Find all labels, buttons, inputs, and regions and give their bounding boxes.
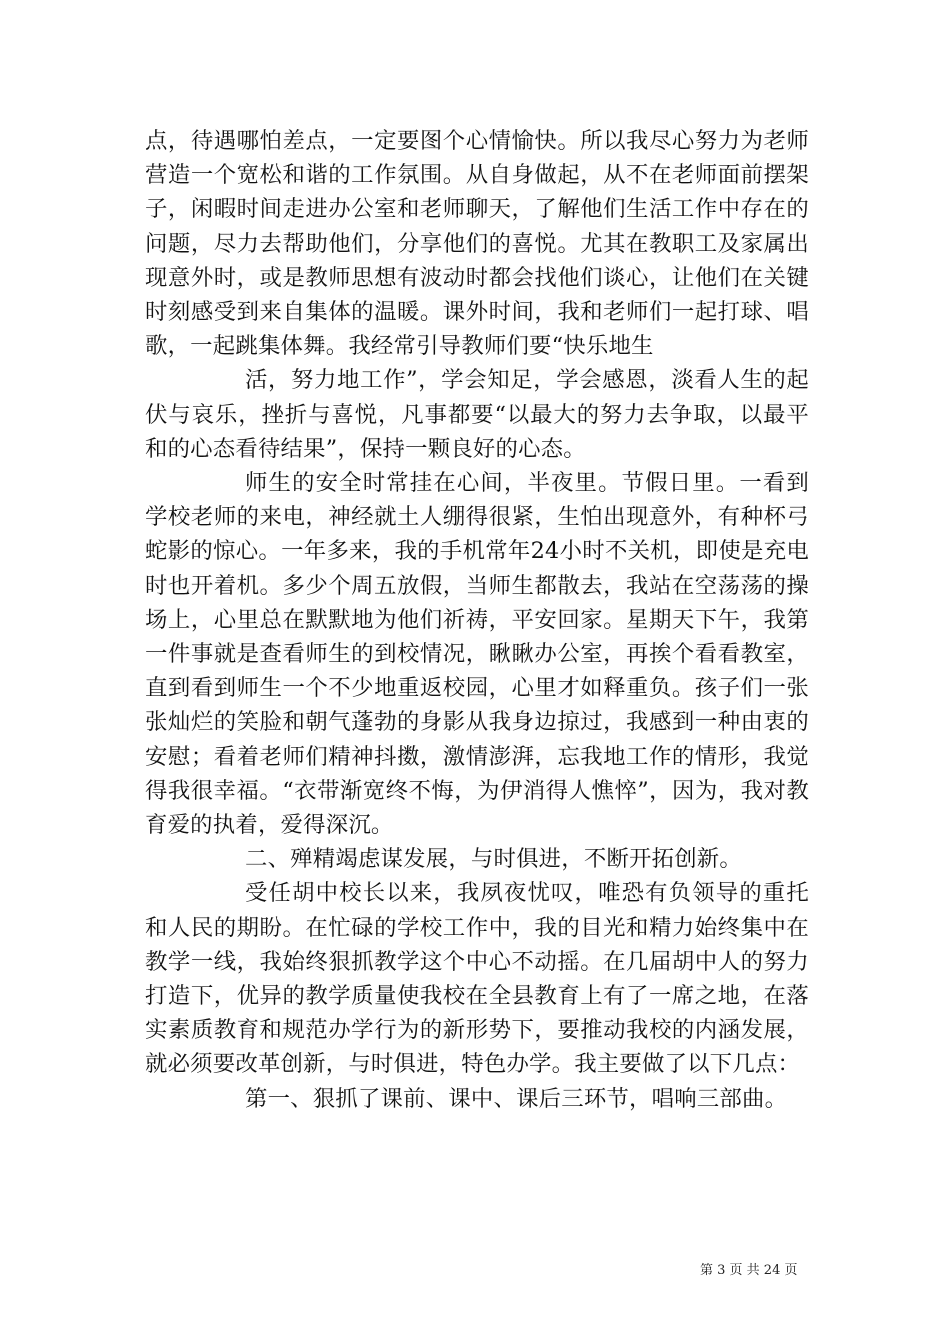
page-number-footer: 第 3 页 共 24 页 [700,1263,798,1278]
body-text [145,124,809,1116]
paragraph-4: 受任胡中校长以来，我夙夜忧叹，唯恐有负领导的重托和人民的期盼。在忙碌的学校工作中，我的目光和精力始终集中在教学一线，我始终狠抓教学这个中心不动摇。在几届胡中人的努力打造下，优异的教学质量使我校在全县教育上有了一席之地，在落实素质教育和规范办学行为的新形势下，要推动我校的内涵发展，就必须要改革创新，与时俱进，特色办学。我主要做了以下几点： [145,880,809,1078]
paragraph-3: 师生的安全时常挂在心间，半夜里。节假日里。一看到学校老师的来电，神经就土人绷得很紧，生怕出现意外，有种杯弓蛇影的惊心。一年多来，我的手机常年24小时不关机，即使是充电时也开着机。多少个周五放假，当师生都散去，我站在空荡荡的操场上，心里总在默默地为他们祈祷，平安回家。星期天下午，我第一件事就是查看师生的到校情况，瞅瞅办公室，再挨个看看教室，直到看到师生一个不少地重返校园，心里才如释重负。孩子们一张张灿烂的笑脸和朝气蓬勃的身影从我身边掠过，我感到一种由衷的安慰；看着老师们精神抖擞，激情澎湃，忘我地工作的情形，我觉得我很幸福。“衣带渐宽终不悔，为伊消得人憔悴”，因为，我对教育爱的执着，爱得深沉。 [145,470,809,839]
paragraph-5: 第一、狠抓了课前、课中、课后三环节，唱响三部曲。 [245,1085,788,1112]
section-heading: 二、殚精竭虑谋发展，与时俱进，不断开拓创新。 [245,846,742,873]
paragraph-2: 活，努力地工作”，学会知足，学会感恩，淡看人生的起伏与哀乐，挫折与喜悦，凡事都要“以最大的努力去争取，以最平和的心态看待结果”，保持一颗良好的心态。 [145,367,809,462]
paragraph-1: 点，待遇哪怕差点，一定要图个心情愉快。所以我尽心努力为老师营造一个宽松和谐的工作氛围。从自身做起，从不在老师面前摆架子，闲暇时间走进办公室和老师聊天，了解他们生活工作中存在的问题，尽力去帮助他们，分享他们的喜悦。尤其在教职工及家属出现意外时，或是教师思想有波动时都会找他们谈心，让他们在关键时刻感受到来自集体的温暖。课外时间，我和老师们一起打球、唱歌，一起跳集体舞。我经常引导教师们要“快乐地生 [145,128,809,360]
